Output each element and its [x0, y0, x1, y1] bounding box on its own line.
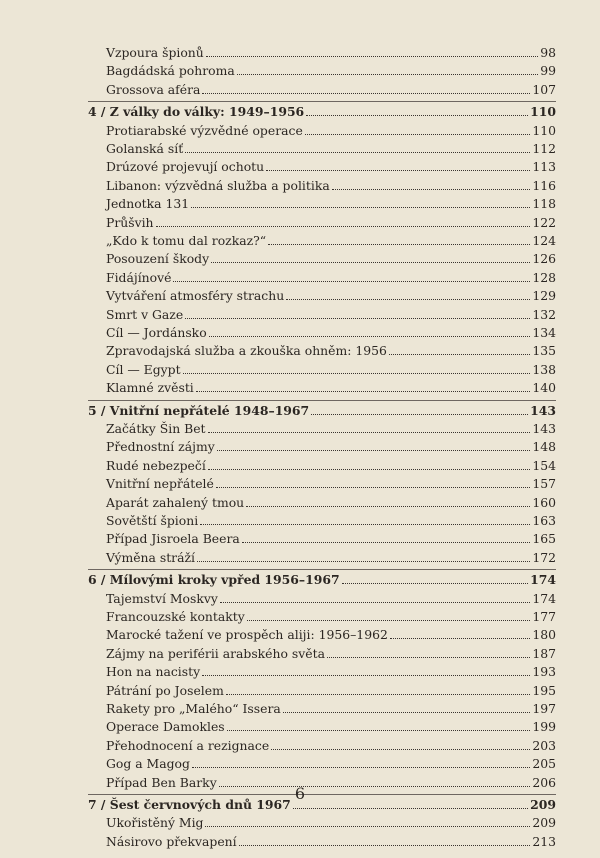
toc-entry[interactable] — [106, 700, 556, 717]
toc-title: Operace Damokles — [106, 719, 225, 735]
toc-entry[interactable] — [106, 158, 556, 175]
dot-leader — [185, 142, 530, 153]
toc-entry[interactable] — [106, 62, 556, 79]
toc-chapter[interactable] — [88, 402, 556, 419]
toc-title: Začátky Šin Bet — [106, 421, 206, 436]
toc-title: Protiarabské výzvědné operace — [106, 122, 303, 138]
toc-page-number: 206 — [532, 774, 556, 790]
toc-entry[interactable] — [106, 608, 556, 625]
toc-page-number: 110 — [530, 104, 556, 120]
toc-entry[interactable] — [106, 306, 556, 323]
toc-page-number: 129 — [532, 288, 556, 304]
toc-entry[interactable] — [106, 755, 556, 772]
toc-page-number: 126 — [532, 251, 556, 267]
dot-leader — [191, 197, 530, 208]
dot-leader — [206, 46, 538, 57]
toc-entry[interactable] — [106, 379, 556, 396]
toc-page-number: 98 — [540, 45, 556, 60]
toc-page-number: 107 — [532, 81, 556, 97]
dot-leader — [209, 326, 531, 337]
toc-entry[interactable] — [106, 44, 556, 61]
toc-page-number: 172 — [532, 549, 556, 565]
page-number: 6 — [294, 784, 306, 803]
toc-title: 6 / Mílovými kroky vpřed 1956–1967 — [88, 572, 340, 588]
toc-title: Hon na nacisty — [106, 664, 201, 680]
toc-title: Gog a Magog — [106, 756, 190, 772]
dot-leader — [220, 592, 530, 603]
toc-title: Tajemství Moskvy — [106, 590, 218, 606]
toc-title: Sovětští špioni — [106, 513, 199, 528]
toc-page-number: 99 — [540, 63, 556, 79]
dot-leader — [237, 64, 538, 75]
toc-title: Smrt v Gaze — [106, 306, 184, 322]
dot-leader — [200, 514, 530, 525]
toc-title: 5 / Vnitřní nepřátelé 1948–1967 — [88, 402, 310, 418]
toc-entry[interactable] — [106, 342, 556, 359]
toc-title: Klamné zvěsti — [106, 380, 194, 396]
toc-title: Případ Jisroela Beera — [106, 531, 240, 547]
dot-leader — [242, 532, 531, 543]
toc-title: Aparát zahalený tmou — [106, 494, 245, 510]
toc-page-number: 174 — [532, 590, 556, 606]
toc-entry[interactable] — [106, 737, 556, 754]
dot-leader — [217, 440, 531, 451]
toc-entry[interactable] — [106, 626, 556, 643]
toc-title: Zájmy na periférii arabského světa — [106, 645, 325, 661]
toc-title: Rudé nebezpečí — [106, 457, 206, 473]
dot-leader — [305, 124, 531, 135]
toc-page-number: 110 — [532, 122, 556, 138]
toc-page-number: 113 — [532, 159, 556, 175]
toc-page-number: 118 — [532, 196, 556, 212]
toc-page-number: 174 — [530, 572, 556, 588]
dot-leader — [266, 160, 530, 171]
toc-page-number: 197 — [532, 701, 556, 716]
toc-entry[interactable] — [106, 140, 556, 157]
toc-entry[interactable] — [106, 682, 556, 699]
dot-leader — [196, 381, 531, 392]
toc-entry[interactable] — [106, 645, 556, 662]
toc-entry[interactable] — [106, 361, 556, 378]
dot-leader — [246, 496, 530, 507]
toc-entry[interactable] — [106, 833, 556, 850]
toc-title: Přednostní zájmy — [106, 439, 215, 455]
dot-leader — [239, 835, 531, 846]
toc-title: Francouzské kontakty — [106, 609, 245, 624]
toc-page-number: 157 — [532, 476, 556, 492]
toc-title: Posouzení škody — [106, 251, 210, 267]
toc-title: Ukořistěný Mig — [106, 815, 204, 831]
toc-title: Případ Ben Barky — [106, 774, 217, 790]
toc-title: Fidájínové — [106, 269, 172, 285]
dot-leader — [311, 404, 528, 415]
dot-leader — [226, 684, 531, 695]
toc-title: Průšvih — [106, 214, 154, 230]
dot-leader — [211, 252, 530, 263]
toc-entry[interactable] — [106, 512, 556, 529]
toc-title: Grossova aféra — [106, 81, 201, 97]
dot-leader — [306, 105, 528, 116]
toc-entry[interactable] — [106, 718, 556, 735]
dot-leader — [156, 216, 531, 227]
dot-leader — [283, 702, 531, 713]
toc-entry[interactable] — [106, 324, 556, 341]
toc-entry[interactable] — [106, 590, 556, 607]
toc-entry[interactable] — [106, 81, 556, 98]
toc-title: Pátrání po Joselem — [106, 682, 224, 698]
toc-entry[interactable] — [106, 214, 556, 231]
toc-page-number: 124 — [532, 233, 556, 248]
dot-leader — [216, 477, 531, 488]
toc-page-number: 154 — [532, 457, 556, 473]
toc-title: 4 / Z války do války: 1949–1956 — [88, 104, 305, 120]
toc-entry[interactable] — [106, 438, 556, 455]
dot-leader — [202, 665, 530, 676]
toc-title: Vnitřní nepřátelé — [106, 476, 214, 492]
toc-title: Zpravodajská služba a zkouška ohněm: 1956 — [106, 343, 387, 359]
dot-leader — [342, 573, 529, 584]
dot-leader — [389, 344, 530, 355]
toc-entry[interactable] — [106, 269, 556, 286]
toc-page-number: 213 — [532, 833, 556, 849]
toc-entry[interactable] — [106, 549, 556, 566]
toc-page-number: 209 — [532, 815, 556, 831]
dot-leader — [202, 83, 530, 94]
toc-page-number: 187 — [532, 645, 556, 661]
toc-title: Výměna stráží — [106, 549, 195, 565]
toc-page-number: 199 — [532, 719, 556, 735]
toc-title: Libanon: výzvědná služba a politika — [106, 177, 330, 193]
toc-page-number: 163 — [532, 513, 556, 528]
dot-leader — [327, 647, 530, 658]
toc-page-number: 135 — [532, 343, 556, 359]
toc-page-number: 209 — [530, 797, 556, 812]
toc-chapter[interactable] — [88, 103, 556, 120]
dot-leader — [227, 720, 531, 731]
dot-leader — [268, 234, 530, 245]
toc-page-number: 203 — [532, 737, 556, 753]
toc-page-number: 140 — [532, 380, 556, 396]
toc-title: Cíl — Jordánsko — [106, 325, 207, 340]
dot-leader — [173, 271, 530, 282]
toc-page-number: 160 — [532, 494, 556, 510]
toc-page-number: 205 — [532, 756, 556, 772]
toc-page-number: 143 — [532, 421, 556, 436]
toc-entry[interactable] — [106, 287, 556, 304]
toc-title: 7 / Šest červnových dnů 1967 — [88, 797, 291, 812]
toc-title: Golanská síť — [106, 141, 184, 156]
dot-leader — [192, 757, 530, 768]
toc-entry[interactable] — [106, 195, 556, 212]
toc-page-number: 143 — [530, 402, 556, 418]
toc-title: Marocké tažení ve prospěch aliji: 1956–1962 — [106, 627, 388, 643]
dot-leader — [390, 628, 530, 639]
toc-page-number: 193 — [532, 664, 556, 680]
toc-page-number: 134 — [532, 325, 556, 340]
toc-entry[interactable] — [106, 232, 556, 249]
toc-title: Bagdádská pohroma — [106, 63, 235, 79]
toc-page-number: 165 — [532, 531, 556, 547]
toc-title: Vzpoura špionů — [106, 45, 204, 60]
toc-page-number: 112 — [532, 141, 556, 156]
dot-leader — [247, 610, 531, 621]
toc-page-number: 128 — [532, 269, 556, 285]
toc-entry[interactable] — [106, 122, 556, 139]
toc-page-number: 177 — [532, 609, 556, 624]
toc-entry[interactable] — [106, 420, 556, 437]
toc-title: Násirovo překvapení — [106, 833, 237, 849]
dot-leader — [332, 179, 531, 190]
toc-title: Drúzové projevují ochotu — [106, 159, 265, 175]
chapter-divider — [88, 569, 556, 570]
toc-title: Rakety pro „Malého“ Issera — [106, 701, 281, 716]
toc-entry[interactable] — [106, 494, 556, 511]
toc-page-number: 138 — [532, 361, 556, 377]
toc-page-number: 148 — [532, 439, 556, 455]
toc-title: Vytváření atmosféry strachu — [106, 288, 285, 304]
toc-entry[interactable] — [106, 250, 556, 267]
dot-leader — [197, 551, 530, 562]
dot-leader — [185, 308, 530, 319]
dot-leader — [205, 816, 530, 827]
chapter-divider — [88, 101, 556, 102]
toc-title: Jednotka 131 — [106, 196, 190, 212]
toc-entry[interactable] — [106, 475, 556, 492]
toc-title: Přehodnocení a rezignace — [106, 737, 270, 753]
toc-entry[interactable] — [106, 457, 556, 474]
toc-page-number: 132 — [532, 306, 556, 322]
toc-page-number: 116 — [532, 177, 556, 193]
toc-entry[interactable] — [106, 177, 556, 194]
dot-leader — [286, 289, 530, 300]
dot-leader — [183, 363, 531, 374]
dot-leader — [208, 422, 531, 433]
toc-title: Cíl — Egypt — [106, 361, 181, 377]
toc-entry[interactable] — [106, 814, 556, 831]
toc-chapter[interactable] — [88, 571, 556, 588]
chapter-divider — [88, 400, 556, 401]
dot-leader — [208, 459, 531, 470]
toc-entry[interactable] — [106, 530, 556, 547]
toc-page-number: 180 — [532, 627, 556, 643]
toc-entry[interactable] — [106, 663, 556, 680]
dot-leader — [271, 739, 530, 750]
toc-page-number: 195 — [532, 682, 556, 698]
toc-title: „Kdo k tomu dal rozkaz?“ — [106, 233, 267, 248]
toc-page-number: 122 — [532, 214, 556, 230]
